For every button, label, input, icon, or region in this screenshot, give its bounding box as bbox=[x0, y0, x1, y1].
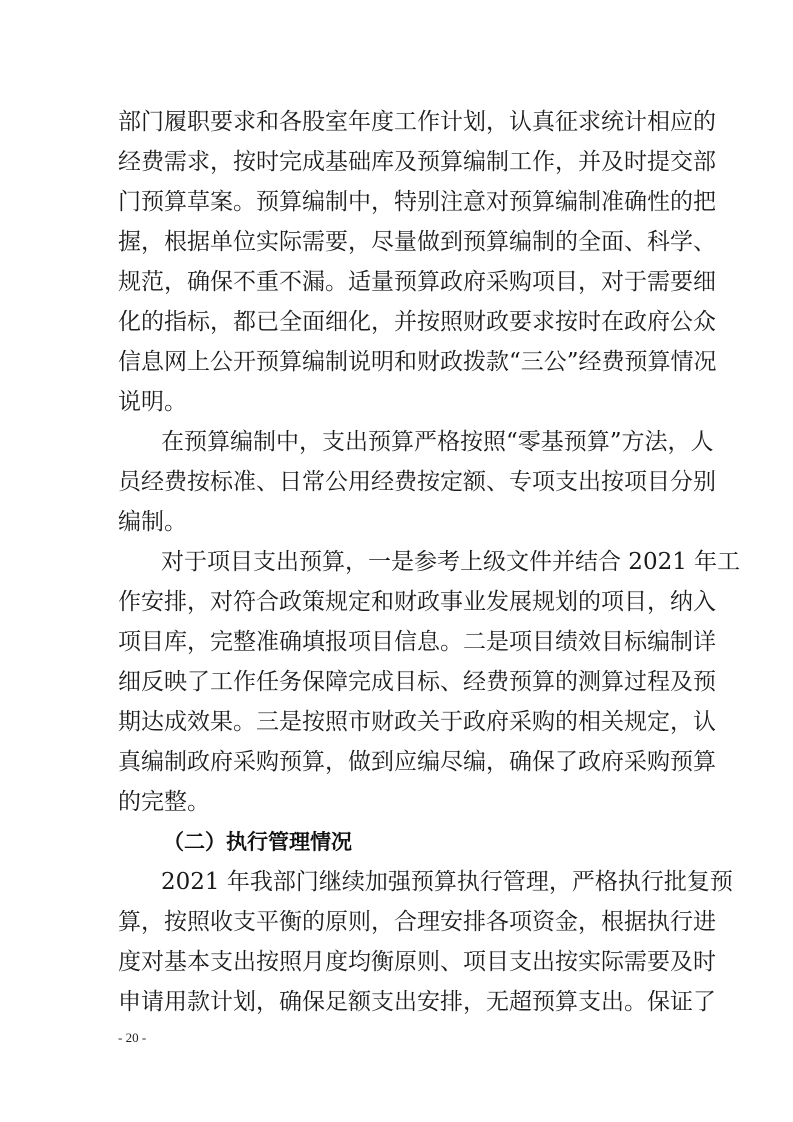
body-text-line: 信息网上公开预算编制说明和财政拨款“三公”经费预算情况 bbox=[118, 349, 717, 375]
body-text-line: 握，根据单位实际需要，尽量做到预算编制的全面、科学、 bbox=[118, 229, 716, 255]
body-text-line: 项目库，完整准确填报项目信息。二是项目绩效目标编制详 bbox=[118, 629, 716, 655]
body-text-line: 申请用款计划，确保足额支出安排，无超预算支出。保证了 bbox=[118, 989, 716, 1015]
body-text-line: 说明。 bbox=[118, 389, 187, 415]
body-text-line: 规范，确保不重不漏。适量预算政府采购项目，对于需要细 bbox=[118, 269, 716, 295]
body-text-line: 经费需求，按时完成基础库及预算编制工作，并及时提交部 bbox=[118, 149, 716, 175]
body-text-line: 门预算草案。预算编制中，特别注意对预算编制准确性的把 bbox=[118, 189, 716, 215]
body-text-line: 期达成效果。三是按照市财政关于政府采购的相关规定，认 bbox=[118, 709, 716, 735]
body-text-line: 作安排，对符合政策规定和财政事业发展规划的项目，纳入 bbox=[118, 589, 716, 615]
body-text-line: 算，按照收支平衡的原则，合理安排各项资金，根据执行进 bbox=[118, 909, 716, 935]
body-text-line: 的完整。 bbox=[118, 789, 210, 815]
body-text-line: 员经费按标准、日常公用经费按定额、专项支出按项目分别 bbox=[118, 469, 716, 495]
body-text-line: 化的指标，都已全面细化，并按照财政要求按时在政府公众 bbox=[118, 309, 716, 335]
body-text-line: 真编制政府采购预算，做到应编尽编，确保了政府采购预算 bbox=[118, 749, 716, 775]
body-text-line: 2021 年我部门继续加强预算执行管理，严格执行批复预 bbox=[161, 869, 733, 895]
body-text-line: 细反映了工作任务保障完成目标、经费预算的测算过程及预 bbox=[118, 669, 716, 695]
body-text-line: 编制。 bbox=[118, 509, 187, 535]
body-text-line: 部门履职要求和各股室年度工作计划，认真征求统计相应的 bbox=[118, 109, 716, 135]
body-text-line: 对于项目支出预算，一是参考上级文件并结合 2021 年工 bbox=[161, 549, 741, 575]
section-heading: （二）执行管理情况 bbox=[163, 830, 352, 854]
page-number: - 20 - bbox=[118, 1030, 147, 1045]
body-text-line: 度对基本支出按照月度均衡原则、项目支出按实际需要及时 bbox=[118, 949, 716, 975]
body-text-line: 在预算编制中，支出预算严格按照“零基预算”方法，人 bbox=[161, 429, 714, 455]
